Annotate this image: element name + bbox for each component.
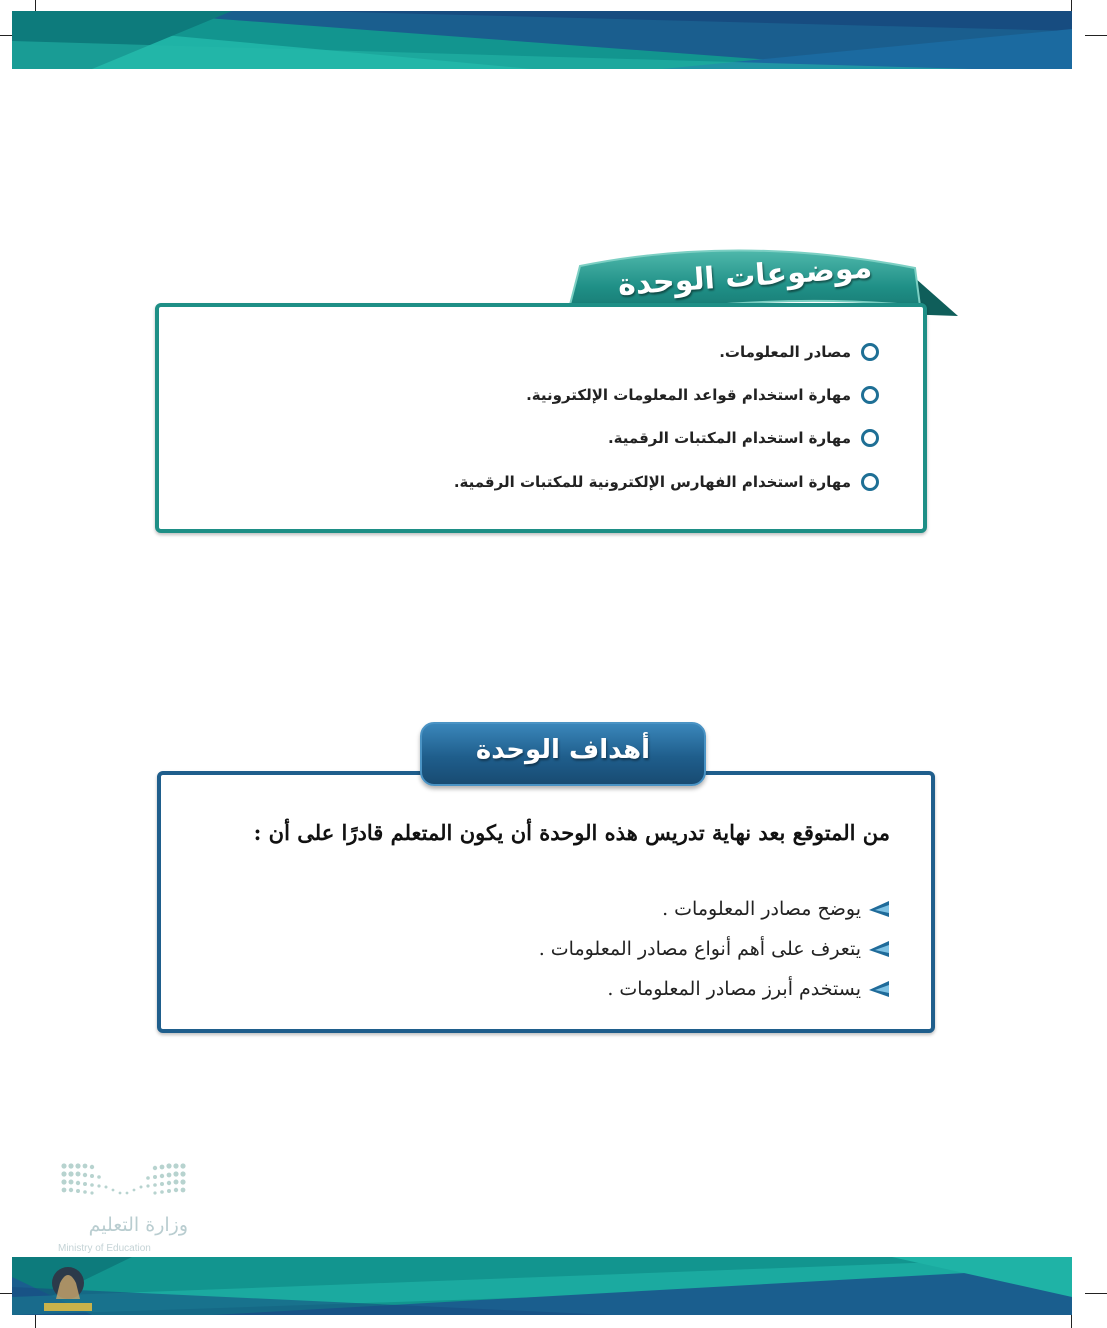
goal-item xyxy=(607,978,891,1000)
goals-title: أهداف الوحدة xyxy=(475,735,651,765)
circle-bullet-icon xyxy=(861,473,879,491)
goals-intro: من المتوقع بعد نهاية تدريس هذه الوحدة أن يكون المتعلم قادرًا على أن : xyxy=(253,820,890,845)
goal-text: يوضح مصادر المعلومات . xyxy=(662,898,861,920)
goal-item xyxy=(662,898,891,920)
triangle-bullet-icon xyxy=(867,979,891,999)
circle-bullet-icon xyxy=(861,386,879,404)
goal-text: يتعرف على أهم أنواع مصادر المعلومات . xyxy=(538,938,861,960)
triangle-bullet-icon xyxy=(867,939,891,959)
top-banner xyxy=(12,11,1072,69)
topics-box xyxy=(155,303,927,533)
topic-text: مهارة استخدام الفهارس الإلكترونية للمكتبات الرقمية. xyxy=(453,473,851,491)
topic-item xyxy=(526,386,879,404)
bottom-banner xyxy=(12,1257,1072,1315)
triangle-bullet-icon xyxy=(867,899,891,919)
crop-mark xyxy=(1085,35,1107,36)
crop-mark xyxy=(1085,1293,1107,1294)
topic-text: مصادر المعلومات. xyxy=(719,343,851,361)
circle-bullet-icon xyxy=(861,343,879,361)
circle-bullet-icon xyxy=(861,429,879,447)
ministry-name-ar: وزارة التعليم xyxy=(88,1214,188,1236)
topic-item xyxy=(608,429,879,447)
ministry-seal-icon xyxy=(38,1255,98,1315)
topic-text: مهارة استخدام قواعد المعلومات الإلكترونية. xyxy=(526,386,851,404)
ministry-name-en: Ministry of Education xyxy=(58,1243,151,1254)
topics-title: موضوعات الوحدة xyxy=(616,250,874,303)
topic-item xyxy=(719,343,879,361)
topic-text: مهارة استخدام المكتبات الرقمية. xyxy=(607,429,851,447)
topic-item xyxy=(454,473,879,491)
goal-text: يستخدم أبرز مصادر المعلومات . xyxy=(607,978,861,1000)
goal-item xyxy=(539,938,891,960)
